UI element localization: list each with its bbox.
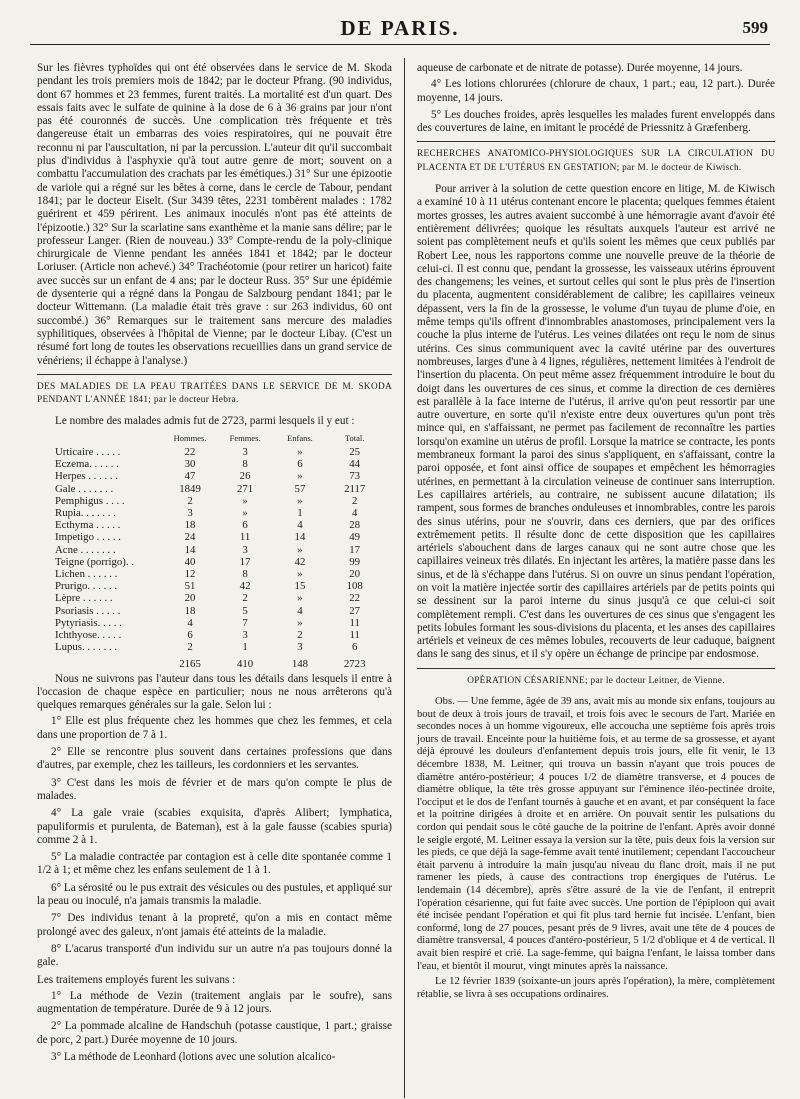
table-row (37, 592, 382, 604)
count-cell: 15 (294, 580, 306, 593)
remark-item: 6° La sérosité ou le pus extrait des vésicules ou des pustules, et appliqué sur la peau ou inoculé, n'a jamais transmis la maladie. (37, 881, 392, 908)
disease-name-cell: Urticaire . . . . . (55, 445, 121, 458)
table-body (37, 446, 382, 653)
count-cell: 44 (349, 458, 361, 471)
table-header-cell: Total. (344, 432, 365, 443)
total-cell: 2165 (179, 658, 201, 671)
table-row (37, 531, 382, 543)
right-column (417, 62, 775, 1004)
count-cell: 7 (242, 616, 248, 629)
disease-name-cell: Pemphigus . . . . (55, 494, 125, 507)
count-cell: 6 (242, 519, 248, 532)
count-cell: 28 (349, 519, 361, 532)
count-cell: 108 (346, 580, 363, 593)
table-row (37, 580, 382, 592)
table-header-cell: Hommes. (173, 432, 207, 443)
count-cell: » (242, 506, 248, 519)
table-header-blank (37, 432, 163, 446)
disease-name-cell: Gale . . . . . . . (55, 482, 114, 495)
count-cell: 4 (187, 616, 193, 629)
remarks-paragraph: Nous ne suivrons pas l'auteur dans tous les détails dans lesquels il entre à l'occasion de chaque espèce en particulier; nous ne nous arrêterons qu'à quelques remarques générales sur la gale. Selon lui : (37, 672, 392, 712)
treatment-item: 4° Les lotions chlorurées (chlorure de chaux, 1 part.; eau, 12 part.). Durée moyenne, 14 jours. (417, 78, 775, 104)
count-cell: 27 (349, 604, 361, 617)
count-cell: » (297, 616, 303, 629)
count-cell: 4 (351, 506, 358, 519)
remark-item: 2° Elle se rencontre plus souvent dans certaines professions que dans d'autres, par exemple, chez les tailleurs, les cordonniers et les servantes. (37, 746, 392, 772)
page-number: 599 (742, 18, 768, 37)
disease-name-cell: Acne . . . . . . . (55, 543, 116, 556)
table-row (37, 495, 382, 507)
table-row (37, 544, 382, 556)
treatment-item: 3° La méthode de Leonhard (lotions avec une solution alcalico- (51, 1051, 336, 1063)
count-cell: 2 (242, 592, 248, 605)
disease-name-cell: Herpes . . . . . . (55, 470, 118, 483)
count-cell: 24 (184, 531, 196, 544)
count-cell: 8 (242, 458, 248, 471)
count-cell: 5 (242, 604, 248, 617)
count-cell: 2 (297, 628, 303, 641)
count-cell: 42 (239, 580, 251, 593)
count-cell: 2117 (344, 482, 366, 495)
table-row (37, 483, 382, 495)
count-cell: » (297, 494, 303, 507)
skin-diseases-title: DES MALADIES DE LA PEAU TRAITÉES DANS LE SERVICE DE M. SKODA PENDANT L'ANNÉE 1841; par le docteur Hebra. (37, 381, 392, 406)
treatments-intro: Les traitemens employés furent les suivans : (37, 973, 236, 986)
disease-name-cell: Prurigo. . . . . . (55, 580, 118, 593)
count-cell: 22 (349, 592, 361, 605)
section-rule (37, 374, 392, 375)
total-cell (37, 653, 163, 670)
count-cell: 14 (184, 543, 196, 556)
count-cell: 20 (349, 567, 361, 580)
disease-name-cell: Teigne (porrigo). . (55, 555, 134, 568)
reviews-paragraph: Sur les fièvres typhoïdes qui ont été observées dans le service de M. Skoda pendant les trois premiers mois de 1842; par le docteur Pfrang. (90 individus, dont 67 hommes et 23 femmes, furent traités. La mortalité est d'un quart. Des essais faits avec le sulfate de quinine à la dose de 6 à 36 grains par jour n'ont pas été couronnés de succès. Une complication très fréquente et très dangereuse était un embarras des voies respiratoires, qui ne pouvait être reconnu ni par l'auscultation, ni par la percussion. L'auteur dit qu'il succombait plus d'individus à l'asphyxie qu'à tout autre genre de mort; souvent on a combattu l'accumulation des crachats par les émétiques.) 31° Sur une épizootie de variole qui a régné sur les bêtes à corne, dans le cercle de Tabour, pendant 1841; par le docteur Eiselt. (Sur 3439 têtes, 2231 tombèrent malades : 1782 guérirent et 459 périrent. Les animaux inoculés n'ont pas été atteints de l'épizootie.) 32° Sur la scarlatine sans exanthème et la manie sans délire; par le professeur Langer. (Rien de nouveau.) 33° Compte-rendu de la poly-clinique chirurgicale de Vienne pendant les années 1841 et 1842; par le docteur Loriuser. (Article non achevé.) 34° Trachéotomie (pour retirer un haricot) faite avec succès sur un enfant de 4 ans; par le docteur Russ. 35° Sur une épidémie de dysenterie qui a régné dans la Pongau de Salzbourg pendant 1841; par le docteur Wittemann. (La maladie était très grave : sur 263 individus, 60 ont succombé.) 36° Remarques sur le traitement sans mercure des maladies syphilitiques, observées à l'hôpital de Vienne; par le docteur Libay. (C'est un résumé fort long de toutes les observations recueillies dans un grand service de vénériens; il échappe à l'analyse.) (37, 62, 392, 367)
treatment-item: 5° Les douches froides, après lesquelles les malades furent enveloppés dans des couvertures de laine, en imitant le procédé de Priessnitz à Græfenberg. (417, 108, 775, 135)
table-header-row (37, 432, 382, 446)
count-cell: 57 (294, 482, 306, 495)
skin-disease-table (37, 432, 382, 671)
treatment-continuation: aqueuse de carbonate et de nitrate de potasse). Durée moyenne, 14 jours. (417, 62, 743, 74)
count-cell: 25 (349, 445, 361, 458)
total-cell: 148 (291, 658, 309, 671)
remark-item: 7° Des individus tenant à la propreté, qu'on a mis en contact même prolongé avec des galeux, n'ont jamais été atteints de la maladie. (37, 912, 392, 938)
count-cell: 2 (187, 641, 193, 654)
remark-item: 4° La gale vraie (scabies exquisita, d'après Alibert; lymphatica, papuliformis et purulenta, de Bateman), est à la gale fausse (scabies spuria) comme 2 à 1. (37, 807, 392, 846)
table-row (37, 556, 382, 568)
disease-name-cell: Ichthyose. . . . . (55, 628, 122, 641)
count-cell: 3 (242, 543, 248, 556)
count-cell: 99 (349, 555, 361, 568)
count-cell: 51 (184, 580, 196, 593)
section-rule (417, 668, 775, 669)
count-cell: 4 (297, 604, 303, 617)
table-row (37, 446, 382, 458)
count-cell: » (242, 494, 248, 507)
remark-item: 5° La maladie contractée par contagion est à celle dite spontanée comme 1 1/2 à 1; et même chez les enfans seulement de 1 à 1. (37, 851, 392, 877)
count-cell: 11 (349, 616, 360, 629)
table-row (37, 568, 382, 580)
count-cell: 2 (187, 494, 193, 507)
table-row (37, 617, 382, 629)
count-cell: 8 (242, 567, 248, 580)
remark-item: 3° C'est dans les mois de février et de mars qu'on compte le plus de malades. (37, 776, 392, 802)
table-header-cell: Enfans. (287, 432, 313, 443)
disease-name-cell: Lichen . . . . . . (55, 567, 118, 580)
count-cell: 1849 (179, 482, 201, 495)
count-cell: 12 (184, 567, 196, 580)
count-cell: » (297, 592, 303, 605)
cesarean-title: OPÉRATION CÉSARIENNE; par le docteur Leitner, de Vienne. (467, 675, 725, 686)
disease-name-cell: Lupus. . . . . . . (55, 641, 118, 654)
count-cell: 18 (184, 519, 196, 532)
disease-name-cell: Ecthyma . . . . . (55, 519, 121, 532)
count-cell: 2 (351, 494, 358, 507)
count-cell: 11 (349, 628, 360, 641)
table-row (37, 519, 382, 531)
count-cell: 17 (239, 555, 251, 568)
count-cell: 40 (184, 555, 196, 568)
count-cell: 3 (242, 628, 248, 641)
treatment-item: 1° La méthode de Vezin (traitement anglais par le soufre), sans augmentation de température. Durée de 9 à 12 jours. (37, 989, 392, 1016)
count-cell: 18 (184, 604, 196, 617)
count-cell: 20 (184, 592, 196, 605)
count-cell: » (297, 470, 303, 483)
disease-name-cell: Rupia. . . . . . . (55, 506, 116, 519)
table-row (37, 507, 382, 519)
remarks-list (37, 715, 392, 969)
count-cell: 26 (239, 470, 251, 483)
count-cell: » (297, 567, 303, 580)
count-cell: 3 (242, 445, 248, 458)
disease-name-cell: Psoriasis . . . . . (55, 604, 121, 617)
table-intro: Le nombre des malades admis fut de 2723, parmi lesquels il y eut : (55, 415, 355, 428)
disease-name-cell: Impetigo . . . . . (55, 531, 121, 544)
remark-item: 1° Elle est plus fréquente chez les hommes que chez les femmes, et cela dans une proportion de 7 à 1. (37, 715, 392, 741)
count-cell: 49 (349, 531, 361, 544)
count-cell: 17 (349, 543, 361, 556)
placenta-paragraph: Pour arriver à la solution de cette question encore en litige, M. de Kiwisch a examiné 10 à 11 utérus contenant encore le placenta; quelques femmes étaient mortes grosses, les autres avaient succombé à une hémorragie avant d'avoir été entièrement délivrées; quoique les résultats auxquels l'auteur est arrivé ne soient pas complètement neufs et qu'ils soient les mêmes que ceux publiés par Robert Lee, nous les rapportons comme une nouvelle preuve de la théorie de celui-ci. Il est connu que, pendant la grossesse, les vaisseaux utérins éprouvent des changemens; les veines, et surtout celles qui sont le plus près de l'insertion du placenta, augmentent considérablement de calibre; les capillaires veineux dépassent, vers la fin de la grossesse, le volume d'un tuyau de plume d'oie, en même temps qu'ils offrent d'innombrables anastomoses, principalement vers la couche la plus interne de l'utérus. Les veines dilatées ont reçu le nom de sinus utérins. Ces sinus communiquent avec la cavité utérine par des ouvertures nombreuses, larges d'une à 4 lignes, régulières, nettement limitées à l'endroit de l'insertion du placenta. On peut même assez fréquemment introduire le bout du doigt dans les ouvertures de ces sinus, et comme la direction de ces dernières est parallèle à la face interne de l'utérus, il arrive qu'on peut ressortir par une autre ouverture, en sorte qu'il n'existe entre deux ouvertures qu'un pont très mince qui, en s'affaissant, ne permet pas facilement de reconnaître les parties lorsqu'on examine un utérus de profil. Lorsque la matrice se contracte, les ponts membraneux formant la paroi des sinus s'appliquent, en s'affaissant, contre la paroi opposée, et font ainsi office de soupapes et empêchent les hémorragies utérines, en permettant à la circulation veineuse de continuer sans interruption. Les capillaires artériels, au contraire, ne subissent aucune dilatation; ils rampent, sous formes de branches onduleuses et innombrables, contre les parois des sinus utérins, pour ne s'ouvrir, dans ces derniers, que par des orifices extrêmement petits. Il résulte donc de cette disposition que les capillaires artériels s'abouchent dans de larges canaux qui ne sont autre chose que les capillaires veineux très dilatés. En injectant les artères, la matière passe dans les sinus, et de là s'échappe dans l'utérus. Si on ouvre un sinus pendant l'opération, on voit la matière injectée sortir des capillaires artériels par de petits points qui se dessinent sur la paroi interne du sinus jusqu'à ce que celui-ci soit complètement rempli. C'est dans les ouvertures de ces sinus que s'engagent les petits lobules formant les sous-divisions du placenta, et les anses des capillaires artériels et veineux de ces mêmes lobules, recouverts de leur caduque, baignent dans le sang des sinus, et il s'y opère un échange de principe par endosmose. (417, 183, 775, 661)
count-cell: 47 (184, 470, 196, 483)
total-cell: 410 (236, 658, 254, 671)
count-cell: 22 (184, 445, 196, 458)
table-row (37, 629, 382, 641)
count-cell: 14 (294, 531, 306, 544)
remark-item: 8° L'acarus transporté d'un individu sur un autre n'a pas toujours donné la gale. (37, 942, 392, 969)
disease-name-cell: Pytyriasis. . . . . (55, 616, 122, 629)
count-cell: 11 (239, 531, 251, 544)
count-cell: 73 (349, 470, 361, 483)
count-cell: 30 (184, 458, 196, 471)
table-row (37, 605, 382, 617)
count-cell: 42 (294, 555, 306, 568)
count-cell: » (297, 445, 303, 458)
column-divider (404, 58, 405, 1098)
count-cell: 6 (351, 641, 358, 654)
table-header-cell: Femmes. (229, 432, 261, 443)
running-title: DE PARIS. (340, 16, 460, 40)
count-cell: 4 (297, 519, 303, 532)
count-cell: 1 (297, 506, 303, 519)
total-cell: 2723 (343, 658, 366, 671)
table-row (37, 470, 382, 482)
count-cell: 6 (187, 628, 193, 641)
count-cell: 271 (236, 482, 254, 495)
count-cell: 3 (297, 641, 303, 654)
disease-name-cell: Eczema. . . . . . (55, 458, 119, 471)
count-cell: 6 (297, 458, 303, 471)
table-total-row (37, 653, 382, 670)
table-row (37, 458, 382, 470)
page-header (30, 14, 770, 45)
section-rule (417, 141, 775, 142)
count-cell: » (297, 543, 303, 556)
treatment-item: 2° La pommade alcaline de Handschuh (potasse caustique, 1 part.; graisse de porc, 2 part.) Durée moyenne de 10 jours. (37, 1020, 392, 1046)
count-cell: 1 (242, 641, 248, 654)
observation-paragraph: Obs. — Une femme, âgée de 39 ans, avait mis au monde six enfans, toujours au bout de deux à trois jours de travail, et trois fois avec le secours de l'art. Mariée en secondes noces à un homme vigoureux, elle accoucha une septième fois après trois jours de travail. Enceinte pour la huitième fois, et au terme de sa grossesse, et ayant déjà éprouvé les douleurs d'enfantement depuis trois jours, elle fit venir, le 13 décembre 1838, M. Leitner, qui trouva un bassin n'ayant que trois pouces de diamètre antéro-postérieur; 4 pouces 1/2 de diamètre transverse, et 4 pouces de diamètre oblique, la tête très grosse appuyant sur l'éminence iléo-pectinée droite, l'occiput et le dos de l'enfant tournés à gauche et en avant, et par conséquent la face et la poitrine dirigées à droite et en arrière. On pouvait sentir les pulsations du cordon qui pendait sous le côté gauche de la poitrine de l'enfant. Après avoir donné le seigle ergoté, M. Leitner essaya la version sur la tête, puis deux fois la version sur les pieds, ce que déjà la sage-femme avait tenté inutilement; cependant l'accoucheur était parvenu à introduire la main jusqu'au niveau du flanc droit, mais il ne put ramener les pieds, à cause des contractions trop énergiques de l'utérus. Le lendemain (14 décembre), après s'être assuré de la vie de l'enfant, il entreprit l'opération césarienne, qui fut faite avec succès. Une portion de l'épiploon qui avait été incisée pendant l'opération et qui fit plus tard hernie fut incisée. L'enfant, bien conformé, long de 27 pouces, pesant près de 9 livres, avait une tête de 4 pouces de diamètre transversal, 4 pouces d'antéro-postérieur, 5 1/2 d'oblique et 4 de vertical. Il avait bien respiré et crié. La sage-femme, qui baigna l'enfant, le laissa tomber dans l'eau, et bientôt il mourut, vingt minutes après la naissance. (417, 696, 775, 972)
count-cell: 3 (187, 506, 193, 519)
left-column (37, 62, 392, 1068)
closing-paragraph: Le 12 février 1839 (soixante-un jours après l'opération), la mère, complètement rétablie, se livra à ses occupations ordinaires. (417, 976, 775, 1000)
disease-name-cell: Lèpre . . . . . . (55, 592, 113, 605)
placenta-title: RECHERCHES ANATOMICO-PHYSIOLOGIQUES SUR LA CIRCULATION DU PLACENTA ET DE L'UTÉRUS EN GESTATION; par M. le docteur de Kiwisch. (417, 149, 775, 173)
table-row (37, 641, 382, 653)
